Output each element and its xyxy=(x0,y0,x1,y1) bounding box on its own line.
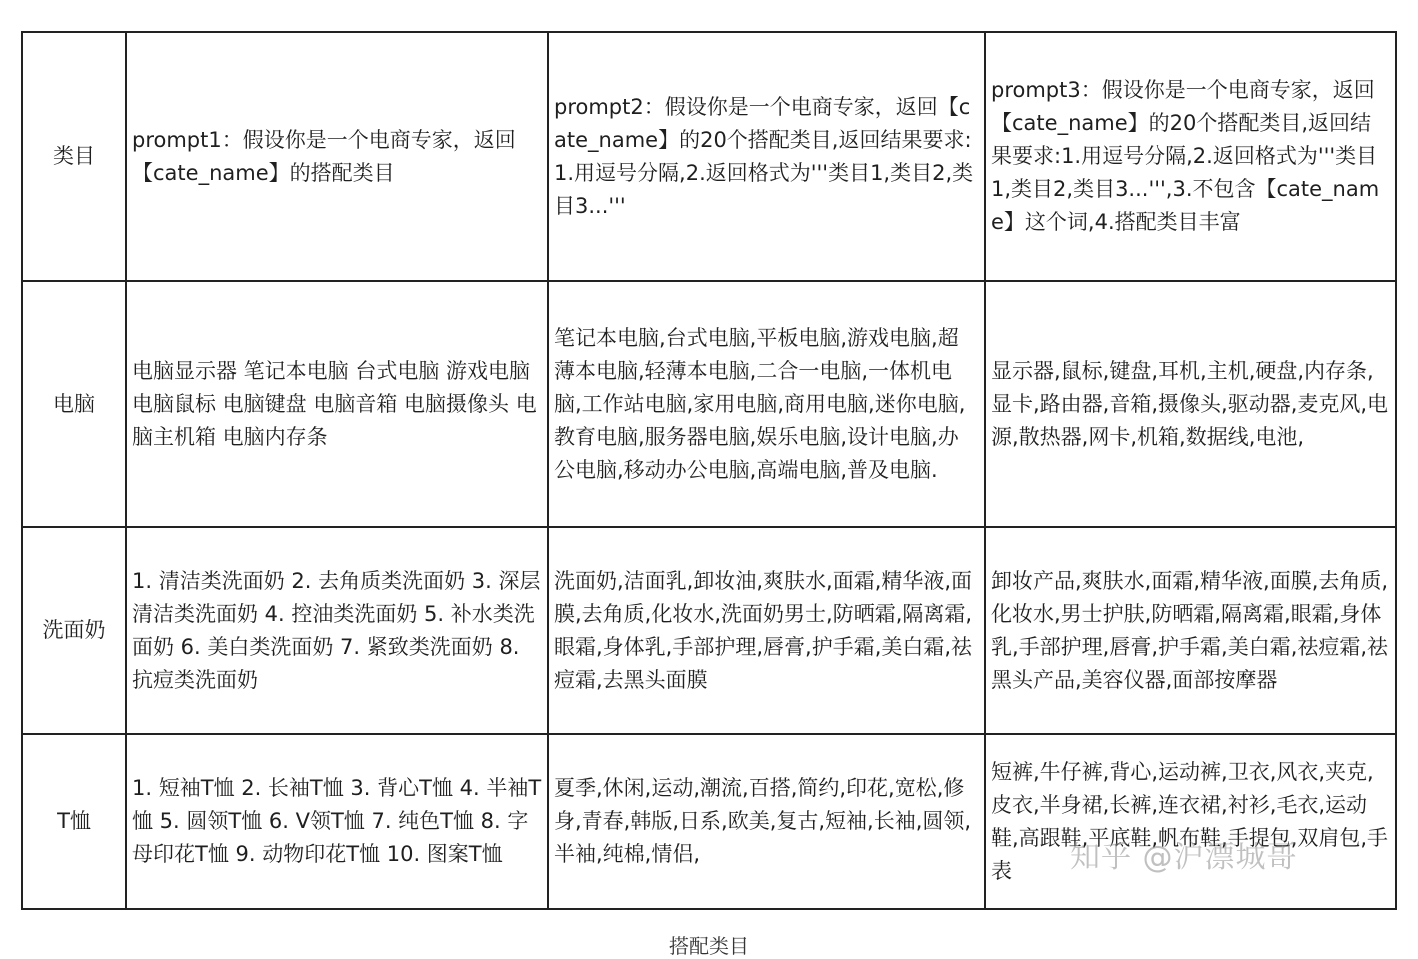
cleanser-prompt3-result: 卸妆产品,爽肤水,面霜,精华液,面膜,去角质,化妆水,男士护肤,防晒霜,隔离霜,眼霜,身体乳,手部护理,唇膏,护手霜,美白霜,祛痘霜,祛黑头产品,美容仪器,面部按摩器 xyxy=(985,527,1396,734)
row-head-cleanser: 洗面奶 xyxy=(22,527,126,734)
table-caption: 搭配类目 xyxy=(669,934,749,958)
row-head-tshirt: T恤 xyxy=(22,734,126,909)
comparison-table xyxy=(21,31,1397,910)
tshirt-prompt2-result: 夏季,休闲,运动,潮流,百搭,简约,印花,宽松,修身,青春,韩版,日系,欧美,复古,短袖,长袖,圆领,半袖,纯棉,情侣, xyxy=(548,734,985,909)
zhihu-watermark: 知乎 @沪漂城哥 xyxy=(1070,840,1298,875)
tshirt-prompt1-result: 1. 短袖T恤 2. 长袖T恤 3. 背心T恤 4. 半袖T恤 5. 圆领T恤 6. V领T恤 7. 纯色T恤 8. 字母印花T恤 9. 动物印花T恤 10. 图案T恤 xyxy=(126,734,548,909)
prompt3-cell: prompt3：假设你是一个电商专家，返回【cate_name】的20个搭配类目,返回结果要求:1.用逗号分隔,2.返回格式为'''类目1,类目2,类目3...''',3.不包含【cate_name】这个词,4.搭配类目丰富 xyxy=(985,32,1396,281)
computer-prompt1-result: 电脑显示器 笔记本电脑 台式电脑 游戏电脑 电脑鼠标 电脑键盘 电脑音箱 电脑摄像头 电脑主机箱 电脑内存条 xyxy=(126,281,548,527)
table-row-tshirt xyxy=(22,734,1396,909)
computer-prompt3-result: 显示器,鼠标,键盘,耳机,主机,硬盘,内存条,显卡,路由器,音箱,摄像头,驱动器,麦克风,电源,散热器,网卡,机箱,数据线,电池, xyxy=(985,281,1396,527)
prompt2-cell: prompt2：假设你是一个电商专家，返回【cate_name】的20个搭配类目,返回结果要求:1.用逗号分隔,2.返回格式为'''类目1,类目2,类目3...''' xyxy=(548,32,985,281)
cleanser-prompt1-result: 1. 清洁类洗面奶 2. 去角质类洗面奶 3. 深层清洁类洗面奶 4. 控油类洗面奶 5. 补水类洗面奶 6. 美白类洗面奶 7. 紧致类洗面奶 8. 抗痘类洗面奶 xyxy=(126,527,548,734)
prompt1-cell: prompt1：假设你是一个电商专家，返回【cate_name】的搭配类目 xyxy=(126,32,548,281)
table-row-header xyxy=(22,32,1396,281)
tshirt-prompt3-result: 短裤,牛仔裤,背心,运动裤,卫衣,风衣,夹克,皮衣,半身裙,长裤,连衣裙,衬衫,毛衣,运动鞋,高跟鞋,平底鞋,帆布鞋,手提包,双肩包,手表 xyxy=(985,734,1396,909)
table-row-cleanser xyxy=(22,527,1396,734)
row-head-category: 类目 xyxy=(22,32,126,281)
computer-prompt2-result: 笔记本电脑,台式电脑,平板电脑,游戏电脑,超薄本电脑,轻薄本电脑,二合一电脑,一体机电脑,工作站电脑,家用电脑,商用电脑,迷你电脑,教育电脑,服务器电脑,娱乐电脑,设计电脑,办公电脑,移动办公电脑,高端电脑,普及电脑. xyxy=(548,281,985,527)
cleanser-prompt2-result: 洗面奶,洁面乳,卸妆油,爽肤水,面霜,精华液,面膜,去角质,化妆水,洗面奶男士,防晒霜,隔离霜,眼霜,身体乳,手部护理,唇膏,护手霜,美白霜,祛痘霜,去黑头面膜 xyxy=(548,527,985,734)
row-head-computer: 电脑 xyxy=(22,281,126,527)
table-row-computer xyxy=(22,281,1396,527)
